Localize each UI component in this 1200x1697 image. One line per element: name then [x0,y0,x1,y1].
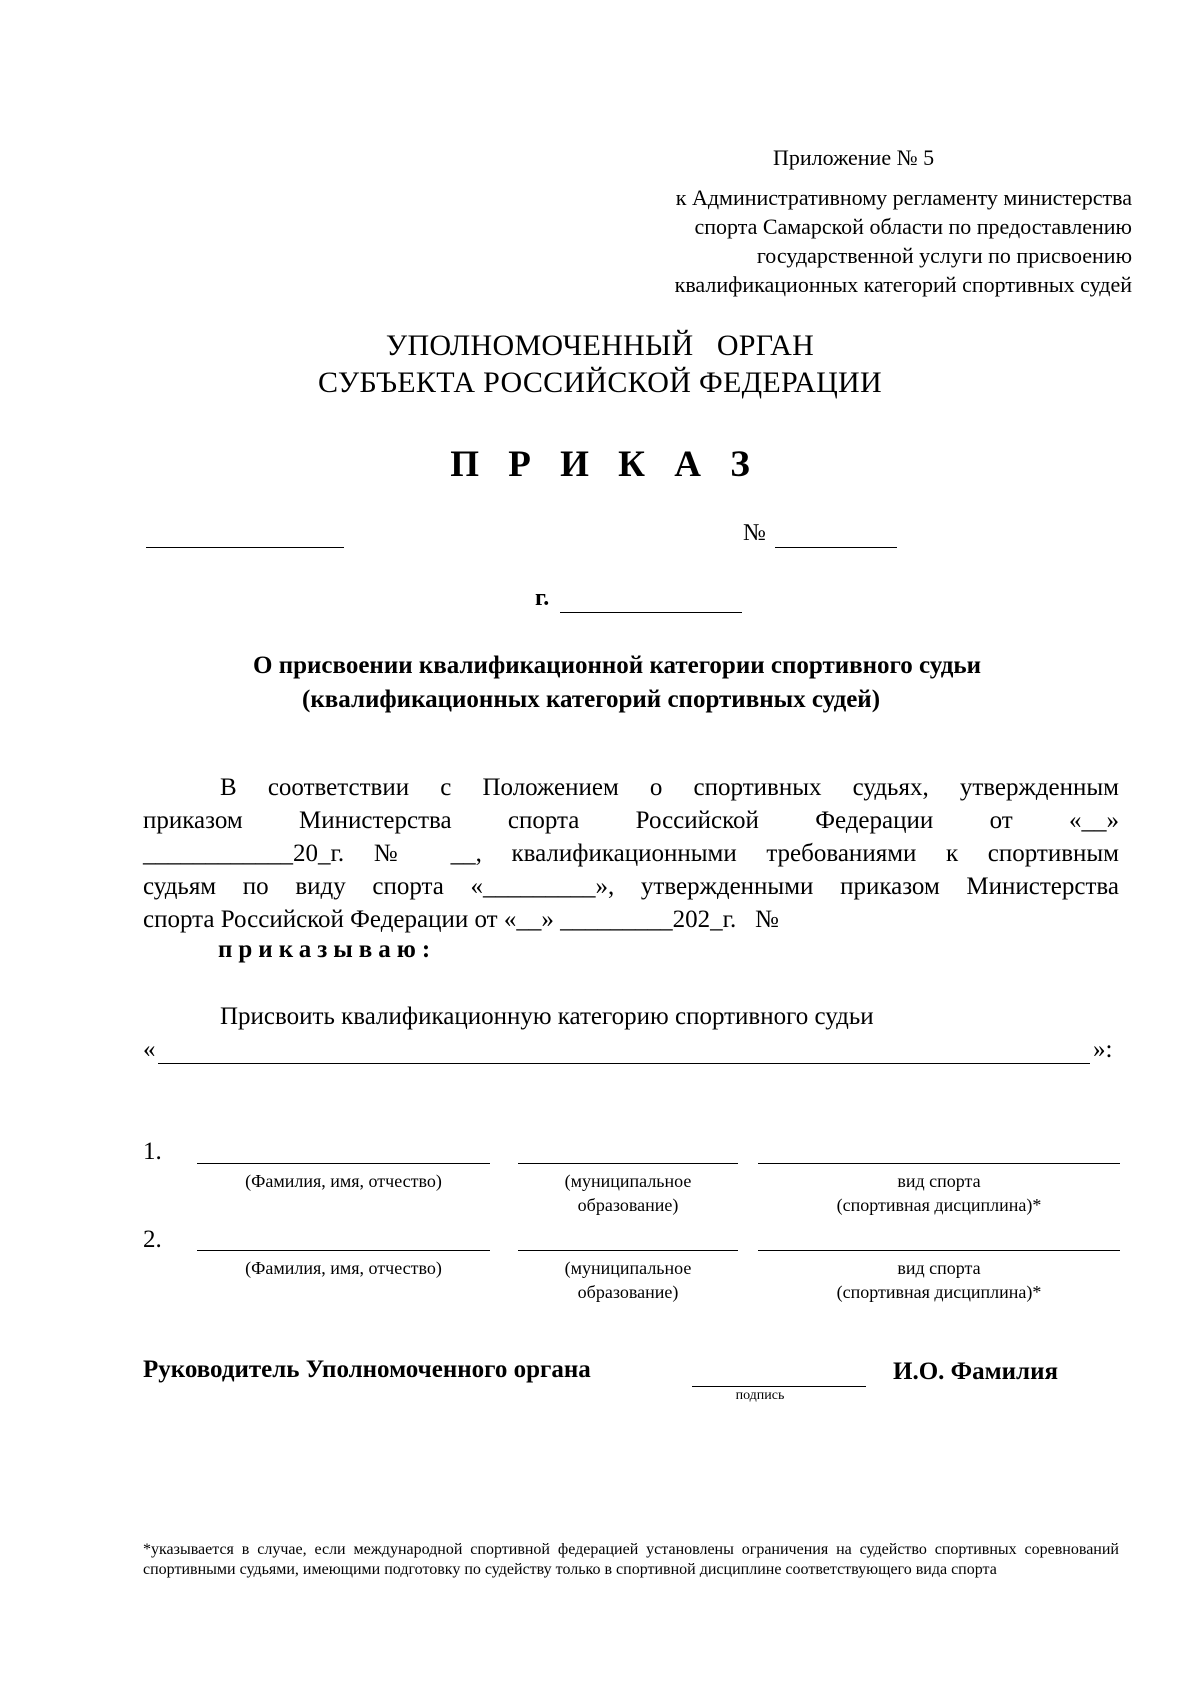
quote-open: « [143,1036,156,1063]
municipality-blank-line [518,1250,738,1251]
municipality-caption [518,1256,738,1304]
city-blank-line [560,612,742,613]
sport-caption [758,1169,1120,1217]
municipality-caption-line: образование) [577,1282,679,1302]
row-number: 2. [143,1226,162,1253]
signer-title: Руководитель Уполномоченного органа [143,1356,591,1383]
name-blank-line [197,1163,490,1164]
order-word: приказываю: [218,936,437,963]
municipality-blank-line [518,1163,738,1164]
signer-name: И.О. Фамилия [893,1358,1059,1385]
appendix-description [600,183,1132,299]
date-blank-line [146,547,344,548]
category-blank-line [158,1063,1090,1064]
city-label: г. [535,585,550,611]
appendix-line: спорта Самарской области по предоставлению [694,214,1132,239]
name-blank-line [197,1250,490,1251]
name-caption: (Фамилия, имя, отчество) [245,1171,442,1191]
body-line-5: спорта Российской Федерации от «__» _________202_г. № [143,906,779,933]
municipality-caption [518,1169,738,1217]
appendix-title: Приложение № 5 [773,145,935,170]
subject-line-2: (квалификационных категорий спортивных судей) [302,686,881,713]
sport-caption-line: вид спорта [897,1171,981,1191]
authority-line-2: СУБЪЕКТА РОССИЙСКОЙ ФЕДЕРАЦИИ [317,366,882,399]
name-caption: (Фамилия, имя, отчество) [245,1258,442,1278]
municipality-caption-line: образование) [577,1195,679,1215]
appendix-line: к Административному регламенту министерства [675,185,1132,210]
body-line-3: ____________20_г. № __, квалификационными требованиями к спортивным [143,840,1119,867]
municipality-caption-line: (муниципальное [564,1258,692,1278]
row-number: 1. [143,1138,162,1165]
sport-blank-line [758,1250,1120,1251]
quote-close: »: [1093,1036,1113,1063]
sport-caption-line: (спортивная дисциплина)* [836,1282,1042,1302]
sport-caption-line: вид спорта [897,1258,981,1278]
body-line-2: приказом Министерства спорта Российской Федерации от «__» [143,807,1119,834]
sport-caption [758,1256,1120,1304]
municipality-caption-line: (муниципальное [564,1171,692,1191]
assign-text: Присвоить квалификационную категорию спортивного судьи [220,1003,874,1030]
appendix-line: квалификационных категорий спортивных судей [674,272,1132,297]
sport-blank-line [758,1163,1120,1164]
subject-line-1: О присвоении квалификационной категории спортивного судьи [253,652,982,679]
appendix-line: государственной услуги по присвоению [756,243,1132,268]
authority-line-1: УПОЛНОМОЧЕННЫЙ ОРГАН [385,329,815,362]
signature-blank-line [692,1386,866,1387]
signature-caption: подпись [735,1388,785,1403]
footnote: *указывается в случае, если международной спортивной федерацией установлены ограничения на судейство спортивных соревнований спортивными судьями, имеющими подготовку по судейству только в спортивной дисциплине соответствующего вида спорта [143,1541,1119,1578]
body-line-1: В соответствии с Положением о спортивных судьях, утвержденным [220,774,1119,801]
number-label: № [743,520,766,546]
sport-caption-line: (спортивная дисциплина)* [836,1195,1042,1215]
document-title: П Р И К А З [450,444,760,485]
body-line-4: судьям по виду спорта «_________», утвержденными приказом Министерства [143,873,1119,900]
number-blank-line [775,547,897,548]
